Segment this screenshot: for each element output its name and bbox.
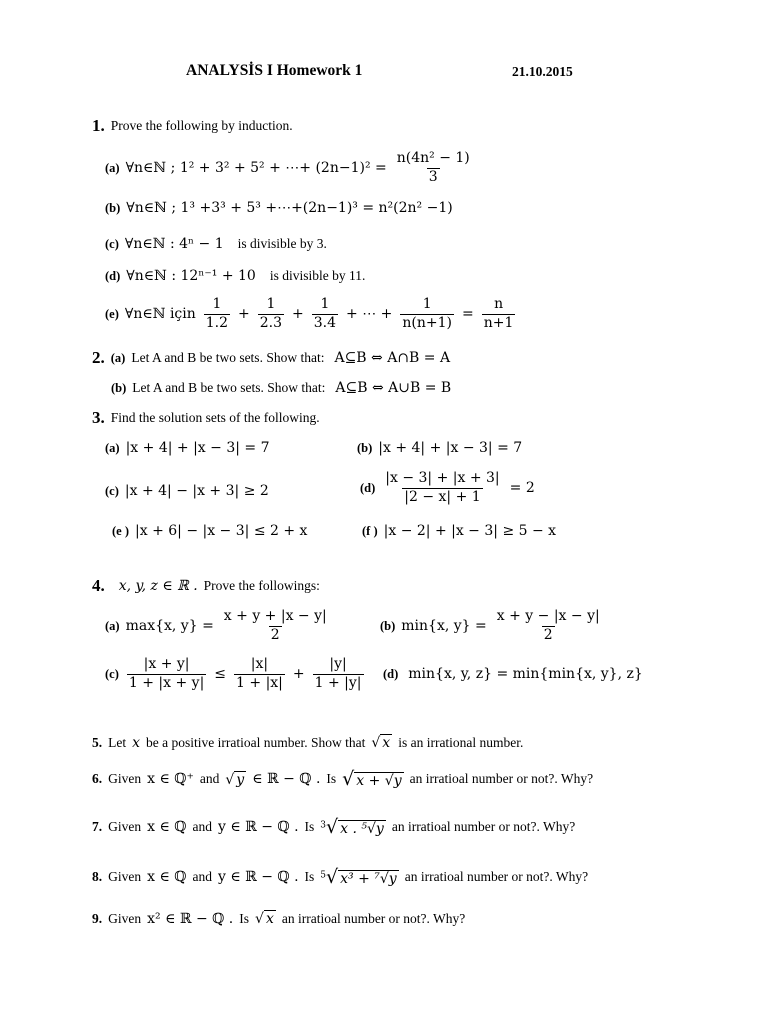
q2-a bbox=[92, 348, 450, 368]
radicand: x bbox=[265, 911, 274, 927]
item-label: (b) bbox=[380, 618, 396, 633]
question-8 bbox=[92, 866, 588, 888]
numerator: x + y − |x − y| bbox=[496, 608, 600, 624]
statement-text: Given bbox=[108, 819, 142, 834]
statement-text: an irratioal number or not?. Why? bbox=[404, 869, 589, 884]
fraction bbox=[222, 608, 329, 644]
math-expression: ∀n∈ℕ : 12ⁿ⁻¹ + 10 bbox=[126, 268, 256, 284]
math-expression: |x + 6| − |x − 3| ≤ 2 + x bbox=[135, 523, 308, 539]
math-expression: x² ∈ ℝ − ℚ . bbox=[147, 910, 234, 927]
statement-text: Given bbox=[108, 869, 142, 884]
fraction bbox=[383, 470, 501, 506]
question-number: 9. bbox=[92, 910, 103, 926]
nth-root-expression: $^5$√ x³ + ⁷√y bbox=[320, 866, 397, 888]
sqrt-expression: √ x bbox=[255, 911, 274, 927]
question-number: 3. bbox=[92, 408, 105, 427]
statement-text: and bbox=[192, 819, 212, 834]
q4-b bbox=[380, 608, 604, 644]
numerator: 1 bbox=[266, 296, 276, 312]
statement-text: and bbox=[199, 771, 220, 786]
question-number: 6. bbox=[92, 771, 103, 786]
item-label: (d) bbox=[360, 480, 376, 495]
numerator: |x − 3| + |x + 3| bbox=[385, 470, 500, 486]
denominator: n(n+1) bbox=[402, 314, 453, 331]
fraction bbox=[313, 656, 364, 692]
math-expression: x bbox=[132, 734, 141, 751]
q1-e bbox=[105, 296, 517, 332]
math-expression: A⊆B ⇔ A∪B = B bbox=[335, 380, 452, 396]
q3-a bbox=[105, 440, 269, 456]
root-index: 3 bbox=[320, 820, 327, 831]
page-title: ANALYSİS I Homework 1 bbox=[186, 62, 363, 79]
denominator: 2.3 bbox=[259, 314, 283, 331]
item-label: (a) bbox=[105, 618, 120, 633]
q4-c bbox=[105, 656, 366, 692]
math-expression: ∀n∈ℕ ; 1² + 3² + 5² + ⋯+ (2n−1)² = bbox=[125, 160, 387, 176]
denominator: |2 − x| + 1 bbox=[404, 488, 481, 505]
sqrt-expression: √ x + √y bbox=[342, 768, 402, 790]
question-9 bbox=[92, 910, 465, 927]
math-expression: |x + 4| + |x − 3| = 7 bbox=[125, 440, 270, 456]
math-expression: ∈ ℝ − ℚ . bbox=[252, 771, 321, 787]
plus-sign: + bbox=[238, 306, 250, 322]
denominator: 3 bbox=[428, 168, 438, 185]
statement-text: an irratioal number or not?. Why? bbox=[281, 910, 466, 926]
fraction bbox=[258, 296, 284, 332]
math-expression: ∀n∈ℕ için bbox=[124, 306, 196, 322]
numerator: |x| bbox=[250, 656, 269, 672]
numerator: |x + y| bbox=[143, 656, 190, 672]
fraction bbox=[400, 296, 454, 332]
denominator: 3.4 bbox=[313, 314, 337, 331]
denominator: n+1 bbox=[483, 314, 514, 331]
q4-a bbox=[105, 608, 331, 644]
radicand: x³ + ⁷√y bbox=[340, 871, 397, 887]
item-label: (c) bbox=[105, 236, 119, 251]
q3-e bbox=[112, 523, 307, 539]
item-label: (f ) bbox=[362, 523, 378, 538]
root-index: 5 bbox=[320, 870, 327, 881]
item-label: (b) bbox=[105, 200, 121, 215]
denominator: 2 bbox=[543, 626, 553, 643]
math-expression: y ∈ ℝ − ℚ . bbox=[217, 819, 299, 835]
fraction bbox=[482, 296, 516, 332]
denominator: 1.2 bbox=[205, 314, 229, 331]
fraction bbox=[395, 150, 472, 186]
relation-sign: ≤ bbox=[214, 666, 227, 682]
statement-text: Given bbox=[108, 771, 142, 786]
q3-c bbox=[105, 483, 269, 499]
radicand: x + √y bbox=[356, 773, 402, 789]
math-expression: min{x, y, z} = min{min{x, y}, z} bbox=[408, 666, 643, 682]
q3-f bbox=[362, 523, 556, 539]
numerator: 1 bbox=[422, 296, 432, 312]
question-7 bbox=[92, 816, 575, 838]
item-label: (c) bbox=[105, 483, 119, 498]
statement-text: is divisible by 11. bbox=[269, 268, 366, 283]
equals-sign: = bbox=[462, 306, 474, 322]
numerator: 1 bbox=[320, 296, 330, 312]
math-expression: ∀n∈ℕ ; 1³ +3³ + 5³ +⋯+(2n−1)³ = n²(2n² −1) bbox=[126, 200, 453, 216]
numerator: n(4n² − 1) bbox=[396, 150, 470, 166]
statement-text: Let A and B be two sets. Show that: bbox=[131, 350, 325, 365]
numerator: 1 bbox=[212, 296, 222, 312]
math-expression: x ∈ ℚ bbox=[147, 869, 187, 885]
fraction bbox=[127, 656, 206, 692]
numerator: n bbox=[494, 296, 504, 312]
nth-root-expression: $^3$√ x . ⁵√y bbox=[320, 816, 384, 838]
question-number: 7. bbox=[92, 819, 103, 834]
math-expression: |x + 4| + |x − 3| = 7 bbox=[378, 440, 523, 456]
question-number: 1. bbox=[92, 116, 105, 135]
question-1 bbox=[92, 116, 293, 136]
denominator: 2 bbox=[270, 626, 280, 643]
denominator: 1 + |y| bbox=[314, 674, 362, 691]
question-number: 8. bbox=[92, 869, 103, 884]
denominator: 1 + |x| bbox=[236, 674, 283, 691]
statement-text: Let A and B be two sets. Show that: bbox=[132, 380, 326, 395]
question-prompt: Find the solution sets of the following. bbox=[110, 410, 320, 425]
question-3 bbox=[92, 408, 320, 428]
radicand: x bbox=[382, 735, 391, 751]
question-prompt: Prove the followings: bbox=[203, 578, 320, 593]
item-label: (e) bbox=[105, 306, 119, 321]
math-expression: x ∈ ℚ⁺ bbox=[147, 771, 194, 787]
q1-c bbox=[105, 236, 327, 252]
radicand: y bbox=[236, 771, 245, 788]
radicand: x . ⁵√y bbox=[340, 821, 384, 837]
question-4 bbox=[92, 576, 320, 596]
question-number: 4. bbox=[92, 576, 105, 595]
item-label: (b) bbox=[357, 440, 373, 455]
q4-d bbox=[383, 666, 643, 682]
item-label: (a) bbox=[110, 350, 126, 365]
fraction bbox=[234, 656, 285, 692]
statement-text: is an irrational number. bbox=[398, 734, 524, 750]
statement-text: Is bbox=[304, 819, 315, 834]
date: 21.10.2015 bbox=[512, 64, 573, 79]
statement-text: Let bbox=[108, 734, 127, 750]
fraction bbox=[312, 296, 338, 332]
math-expression: max{x, y} = bbox=[125, 618, 214, 634]
item-label: (e ) bbox=[112, 523, 129, 538]
numerator: x + y + |x − y| bbox=[223, 608, 327, 624]
q3-d bbox=[360, 470, 535, 506]
math-expression: ∀n∈ℕ : 4ⁿ − 1 bbox=[124, 236, 224, 252]
q2-b bbox=[111, 380, 451, 396]
statement-text: and bbox=[192, 869, 212, 884]
question-number: 2. bbox=[92, 348, 105, 367]
question-5 bbox=[92, 734, 523, 751]
math-expression: A⊆B ⇔ A∩B = A bbox=[334, 350, 451, 366]
statement-text: Is bbox=[239, 910, 250, 926]
statement-text: an irratioal number or not?. Why? bbox=[391, 819, 576, 834]
statement-text: an irratioal number or not?. Why? bbox=[409, 771, 594, 786]
statement-text: is divisible by 3. bbox=[237, 236, 327, 251]
statement-text: be a positive irratioal number. Show that bbox=[146, 734, 366, 750]
item-label: (a) bbox=[105, 160, 120, 175]
question-number: 5. bbox=[92, 734, 103, 750]
statement-text: Is bbox=[304, 869, 315, 884]
sqrt-expression: √ y bbox=[225, 771, 245, 788]
math-expression: x, y, z ∈ ℝ . bbox=[118, 578, 198, 594]
ellipsis: + ⋯ + bbox=[346, 306, 393, 322]
numerator: |y| bbox=[329, 656, 347, 672]
math-expression: y ∈ ℝ − ℚ . bbox=[217, 869, 299, 885]
plus-sign: + bbox=[292, 306, 304, 322]
q1-d bbox=[105, 268, 365, 284]
item-label: (a) bbox=[105, 440, 120, 455]
math-expression: x ∈ ℚ bbox=[147, 819, 187, 835]
item-label: (d) bbox=[383, 666, 399, 681]
q3-b bbox=[357, 440, 522, 456]
item-label: (d) bbox=[105, 268, 121, 283]
fraction bbox=[204, 296, 230, 332]
denominator: 1 + |x + y| bbox=[128, 674, 205, 691]
statement-text: Given bbox=[108, 910, 142, 926]
q1-b bbox=[105, 200, 453, 216]
question-prompt: Prove the following by induction. bbox=[110, 118, 293, 133]
item-label: (c) bbox=[105, 666, 119, 681]
question-6 bbox=[92, 768, 593, 790]
math-expression: = 2 bbox=[509, 480, 535, 496]
statement-text: Is bbox=[326, 771, 337, 786]
item-label: (b) bbox=[111, 380, 127, 395]
math-expression: min{x, y} = bbox=[401, 618, 487, 634]
plus-sign: + bbox=[292, 666, 305, 682]
q1-a bbox=[105, 150, 474, 186]
math-expression: |x − 2| + |x − 3| ≥ 5 − x bbox=[383, 523, 557, 539]
math-expression: |x + 4| − |x + 3| ≥ 2 bbox=[124, 483, 269, 499]
sqrt-expression: √ x bbox=[371, 735, 391, 751]
fraction bbox=[495, 608, 602, 644]
